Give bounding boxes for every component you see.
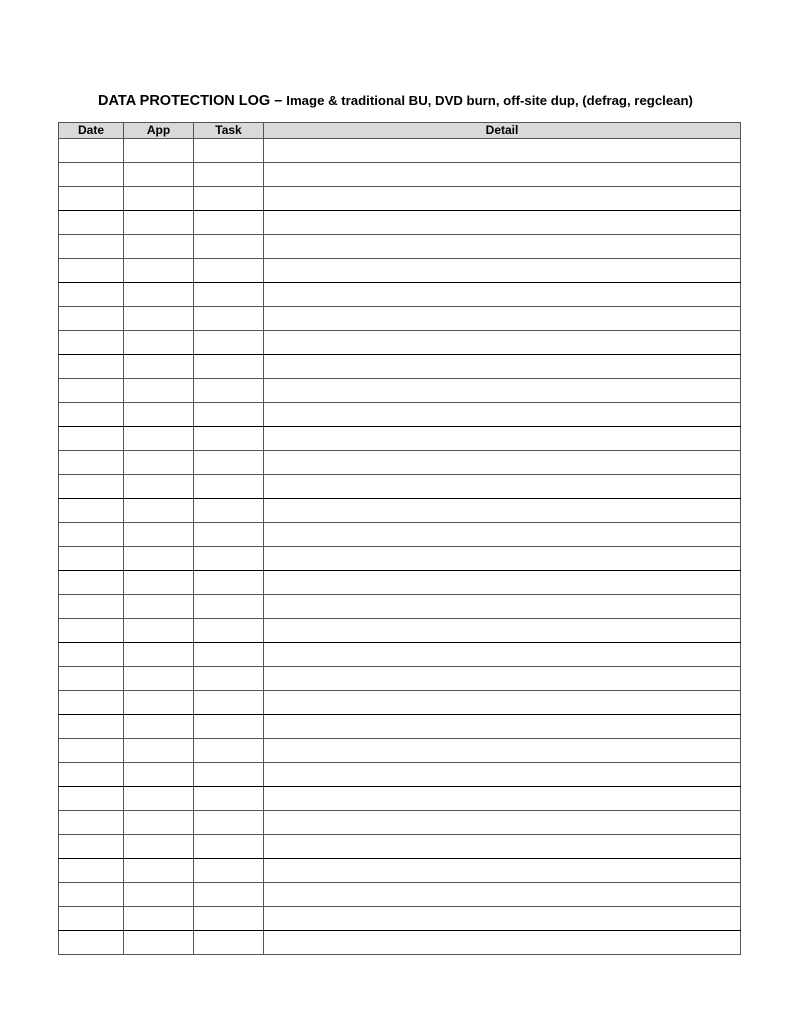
- app-cell[interactable]: [124, 283, 194, 307]
- detail-cell[interactable]: [264, 571, 741, 595]
- date-cell[interactable]: [59, 187, 124, 211]
- table-row: [59, 571, 741, 595]
- task-cell[interactable]: [194, 859, 264, 883]
- table-row: [59, 331, 741, 355]
- table-row: [59, 139, 741, 163]
- app-cell[interactable]: [124, 739, 194, 763]
- column-header-detail: Detail: [264, 123, 741, 139]
- date-cell[interactable]: [59, 739, 124, 763]
- detail-cell[interactable]: [264, 595, 741, 619]
- detail-cell[interactable]: [264, 475, 741, 499]
- table-row: [59, 523, 741, 547]
- date-cell[interactable]: [59, 715, 124, 739]
- task-cell[interactable]: [194, 259, 264, 283]
- task-cell[interactable]: [194, 451, 264, 475]
- date-cell[interactable]: [59, 235, 124, 259]
- table-row: [59, 739, 741, 763]
- log-table: [58, 122, 741, 955]
- table-row: [59, 763, 741, 787]
- detail-cell[interactable]: [264, 379, 741, 403]
- detail-cell[interactable]: [264, 451, 741, 475]
- detail-cell[interactable]: [264, 883, 741, 907]
- date-cell[interactable]: [59, 595, 124, 619]
- detail-cell[interactable]: [264, 763, 741, 787]
- table-row: [59, 379, 741, 403]
- task-cell[interactable]: [194, 787, 264, 811]
- task-cell[interactable]: [194, 643, 264, 667]
- app-cell[interactable]: [124, 331, 194, 355]
- date-cell[interactable]: [59, 379, 124, 403]
- task-cell[interactable]: [194, 283, 264, 307]
- detail-cell[interactable]: [264, 403, 741, 427]
- date-cell[interactable]: [59, 499, 124, 523]
- app-cell[interactable]: [124, 691, 194, 715]
- detail-cell[interactable]: [264, 211, 741, 235]
- detail-cell[interactable]: [264, 283, 741, 307]
- detail-cell[interactable]: [264, 499, 741, 523]
- app-cell[interactable]: [124, 139, 194, 163]
- table-row: [59, 499, 741, 523]
- task-cell[interactable]: [194, 235, 264, 259]
- app-cell[interactable]: [124, 163, 194, 187]
- date-cell[interactable]: [59, 331, 124, 355]
- table-row: [59, 283, 741, 307]
- date-cell[interactable]: [59, 787, 124, 811]
- table-row: [59, 859, 741, 883]
- app-cell[interactable]: [124, 571, 194, 595]
- detail-cell[interactable]: [264, 691, 741, 715]
- task-cell[interactable]: [194, 163, 264, 187]
- detail-cell[interactable]: [264, 715, 741, 739]
- detail-cell[interactable]: [264, 835, 741, 859]
- table-row: [59, 811, 741, 835]
- date-cell[interactable]: [59, 667, 124, 691]
- task-cell[interactable]: [194, 763, 264, 787]
- app-cell[interactable]: [124, 475, 194, 499]
- table-row: [59, 667, 741, 691]
- detail-cell[interactable]: [264, 163, 741, 187]
- date-cell[interactable]: [59, 307, 124, 331]
- detail-cell[interactable]: [264, 355, 741, 379]
- table-row: [59, 595, 741, 619]
- task-cell[interactable]: [194, 187, 264, 211]
- task-cell[interactable]: [194, 475, 264, 499]
- app-cell[interactable]: [124, 211, 194, 235]
- detail-cell[interactable]: [264, 547, 741, 571]
- app-cell[interactable]: [124, 307, 194, 331]
- task-cell[interactable]: [194, 139, 264, 163]
- detail-cell[interactable]: [264, 619, 741, 643]
- date-cell[interactable]: [59, 451, 124, 475]
- table-row: [59, 403, 741, 427]
- task-cell[interactable]: [194, 595, 264, 619]
- task-cell[interactable]: [194, 427, 264, 451]
- task-cell[interactable]: [194, 331, 264, 355]
- table-row: [59, 835, 741, 859]
- table-header-row: [59, 123, 741, 139]
- table-row: [59, 235, 741, 259]
- app-cell[interactable]: [124, 667, 194, 691]
- app-cell[interactable]: [124, 379, 194, 403]
- app-cell[interactable]: [124, 403, 194, 427]
- date-cell[interactable]: [59, 211, 124, 235]
- app-cell[interactable]: [124, 931, 194, 955]
- date-cell[interactable]: [59, 523, 124, 547]
- detail-cell[interactable]: [264, 643, 741, 667]
- date-cell[interactable]: [59, 427, 124, 451]
- app-cell[interactable]: [124, 499, 194, 523]
- detail-cell[interactable]: [264, 307, 741, 331]
- date-cell[interactable]: [59, 907, 124, 931]
- detail-cell[interactable]: [264, 187, 741, 211]
- date-cell[interactable]: [59, 139, 124, 163]
- column-header-task: Task: [194, 123, 264, 139]
- task-cell[interactable]: [194, 211, 264, 235]
- task-cell[interactable]: [194, 907, 264, 931]
- date-cell[interactable]: [59, 475, 124, 499]
- title-main: DATA PROTECTION LOG: [98, 93, 271, 109]
- date-cell[interactable]: [59, 283, 124, 307]
- title-subtitle: Image & traditional BU, DVD burn, off-site dup, (defrag, regclean): [286, 93, 693, 108]
- app-cell[interactable]: [124, 595, 194, 619]
- table-row: [59, 355, 741, 379]
- table-row: [59, 451, 741, 475]
- task-cell[interactable]: [194, 811, 264, 835]
- app-cell[interactable]: [124, 187, 194, 211]
- date-cell[interactable]: [59, 811, 124, 835]
- date-cell[interactable]: [59, 163, 124, 187]
- detail-cell[interactable]: [264, 139, 741, 163]
- date-cell[interactable]: [59, 355, 124, 379]
- date-cell[interactable]: [59, 619, 124, 643]
- task-cell[interactable]: [194, 547, 264, 571]
- date-cell[interactable]: [59, 931, 124, 955]
- date-cell[interactable]: [59, 859, 124, 883]
- table-row: [59, 475, 741, 499]
- table-row: [59, 619, 741, 643]
- table-row: [59, 883, 741, 907]
- task-cell[interactable]: [194, 739, 264, 763]
- date-cell[interactable]: [59, 763, 124, 787]
- detail-cell[interactable]: [264, 859, 741, 883]
- app-cell[interactable]: [124, 763, 194, 787]
- app-cell[interactable]: [124, 619, 194, 643]
- task-cell[interactable]: [194, 355, 264, 379]
- table-row: [59, 163, 741, 187]
- page-title: [0, 92, 791, 110]
- app-cell[interactable]: [124, 523, 194, 547]
- detail-cell[interactable]: [264, 907, 741, 931]
- date-cell[interactable]: [59, 571, 124, 595]
- table-row: [59, 187, 741, 211]
- app-cell[interactable]: [124, 883, 194, 907]
- detail-cell[interactable]: [264, 811, 741, 835]
- app-cell[interactable]: [124, 451, 194, 475]
- task-cell[interactable]: [194, 667, 264, 691]
- date-cell[interactable]: [59, 643, 124, 667]
- table-row: [59, 427, 741, 451]
- table-body: [59, 139, 741, 955]
- date-cell[interactable]: [59, 259, 124, 283]
- table-row: [59, 211, 741, 235]
- detail-cell[interactable]: [264, 427, 741, 451]
- app-cell[interactable]: [124, 835, 194, 859]
- app-cell[interactable]: [124, 235, 194, 259]
- detail-cell[interactable]: [264, 787, 741, 811]
- table-row: [59, 259, 741, 283]
- date-cell[interactable]: [59, 883, 124, 907]
- table-row: [59, 547, 741, 571]
- date-cell[interactable]: [59, 691, 124, 715]
- app-cell[interactable]: [124, 811, 194, 835]
- table-row: [59, 691, 741, 715]
- task-cell[interactable]: [194, 691, 264, 715]
- detail-cell[interactable]: [264, 259, 741, 283]
- app-cell[interactable]: [124, 259, 194, 283]
- date-cell[interactable]: [59, 835, 124, 859]
- column-header-date: Date: [59, 123, 124, 139]
- app-cell[interactable]: [124, 715, 194, 739]
- date-cell[interactable]: [59, 403, 124, 427]
- table-row: [59, 643, 741, 667]
- detail-cell[interactable]: [264, 523, 741, 547]
- app-cell[interactable]: [124, 859, 194, 883]
- detail-cell[interactable]: [264, 235, 741, 259]
- app-cell[interactable]: [124, 427, 194, 451]
- table-row: [59, 307, 741, 331]
- app-cell[interactable]: [124, 547, 194, 571]
- detail-cell[interactable]: [264, 739, 741, 763]
- app-cell[interactable]: [124, 355, 194, 379]
- task-cell[interactable]: [194, 715, 264, 739]
- detail-cell[interactable]: [264, 331, 741, 355]
- task-cell[interactable]: [194, 403, 264, 427]
- task-cell[interactable]: [194, 307, 264, 331]
- table-row: [59, 931, 741, 955]
- app-cell[interactable]: [124, 787, 194, 811]
- table-row: [59, 715, 741, 739]
- app-cell[interactable]: [124, 907, 194, 931]
- date-cell[interactable]: [59, 547, 124, 571]
- task-cell[interactable]: [194, 379, 264, 403]
- app-cell[interactable]: [124, 643, 194, 667]
- detail-cell[interactable]: [264, 931, 741, 955]
- table-row: [59, 787, 741, 811]
- table-row: [59, 907, 741, 931]
- column-header-app: App: [124, 123, 194, 139]
- task-cell[interactable]: [194, 835, 264, 859]
- task-cell[interactable]: [194, 523, 264, 547]
- task-cell[interactable]: [194, 931, 264, 955]
- task-cell[interactable]: [194, 619, 264, 643]
- detail-cell[interactable]: [264, 667, 741, 691]
- task-cell[interactable]: [194, 883, 264, 907]
- task-cell[interactable]: [194, 571, 264, 595]
- title-separator: –: [270, 93, 287, 109]
- task-cell[interactable]: [194, 499, 264, 523]
